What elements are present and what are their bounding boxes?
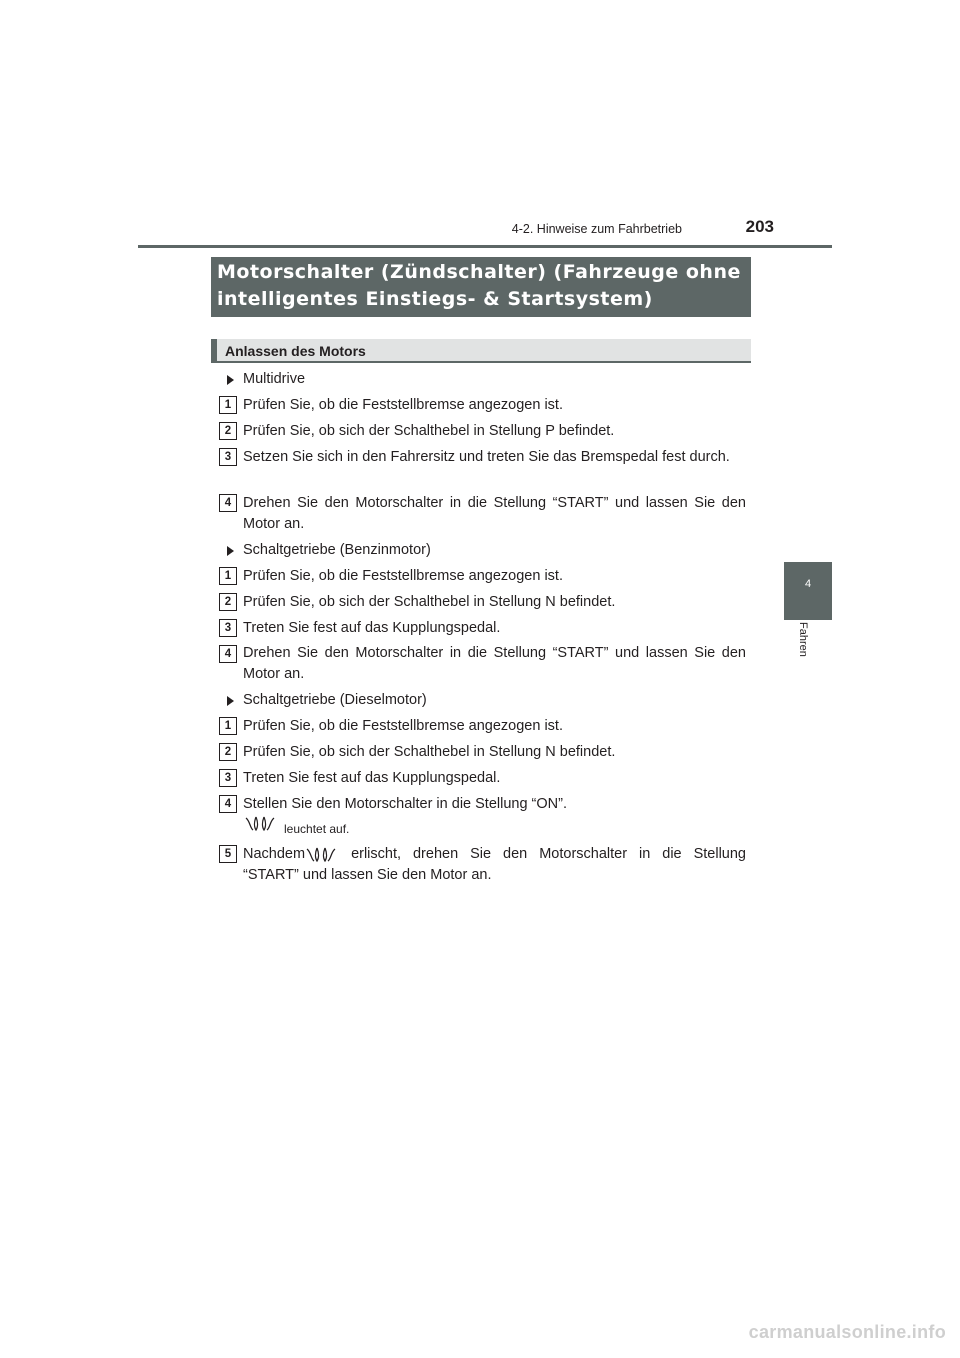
step-text	[243, 844, 746, 886]
step-text-line2: “START” und lassen Sie den Motor an.	[243, 867, 492, 883]
step-number: 1	[219, 717, 237, 735]
step-text: Drehen Sie den Motorschalter in die Stellung “START” und lassen Sie den Motor an.	[243, 645, 746, 682]
triangle-bullet-icon	[227, 546, 234, 556]
step-text: Prüfen Sie, ob sich der Schalthebel in Stellung N befindet.	[243, 594, 616, 610]
subheading-bar	[211, 339, 751, 363]
indicator-note: leuchtet auf.	[284, 822, 350, 836]
glow-plug-indicator-icon	[305, 846, 337, 864]
step-number: 4	[219, 795, 237, 813]
group-heading: Multidrive	[243, 371, 306, 387]
step-text: Setzen Sie sich in den Fahrersitz und treten Sie das Bremspedal fest durch.	[243, 449, 730, 465]
step-number: 3	[219, 769, 237, 787]
step-number: 1	[219, 396, 237, 414]
step-text: Treten Sie fest auf das Kupplungspedal.	[243, 620, 501, 636]
chapter-tab[interactable]	[784, 562, 832, 620]
step-text-before: Nachdem	[243, 846, 306, 862]
step-text: Prüfen Sie, ob die Feststellbremse angezogen ist.	[243, 568, 563, 584]
page-title: Motorschalter (Zündschalter) (Fahrzeuge ohne intelligentes Einstiegs- & Startsystem)	[217, 261, 741, 310]
section-title: 4-2. Hinweise zum Fahrbetrieb	[511, 222, 682, 236]
step-text: Drehen Sie den Motorschalter in die Stellung “START” und lassen Sie den Motor an.	[243, 495, 746, 532]
step-text: Treten Sie fest auf das Kupplungspedal.	[243, 770, 501, 786]
step-number: 3	[219, 619, 237, 637]
page-header	[138, 214, 832, 248]
header-rule	[138, 245, 832, 248]
subheading-accent	[211, 339, 217, 363]
glow-plug-indicator-icon	[244, 815, 276, 833]
watermark: carmanualsonline.info	[748, 1322, 946, 1342]
step-number: 4	[219, 645, 237, 663]
step-number: 2	[219, 593, 237, 611]
step-text: Prüfen Sie, ob sich der Schalthebel in Stellung N befindet.	[243, 744, 616, 760]
step-number: 2	[219, 422, 237, 440]
group-heading: Schaltgetriebe (Benzinmotor)	[243, 542, 431, 558]
triangle-bullet-icon	[227, 696, 234, 706]
step-text: Prüfen Sie, ob sich der Schalthebel in Stellung P befindet.	[243, 423, 615, 439]
step-number: 4	[219, 494, 237, 512]
page-number: 203	[745, 217, 774, 236]
step-text: Prüfen Sie, ob die Feststellbremse angezogen ist.	[243, 397, 563, 413]
step-text-after: erlischt, drehen Sie den Motorschalter in die Stellung	[351, 846, 746, 862]
step-text: Stellen Sie den Motorschalter in die Stellung “ON”.	[243, 796, 567, 812]
step-number: 5	[219, 845, 237, 863]
triangle-bullet-icon	[227, 375, 234, 385]
group-heading: Schaltgetriebe (Dieselmotor)	[243, 692, 427, 708]
subheading: Anlassen des Motors	[225, 343, 366, 359]
chapter-label: Fahren	[797, 622, 809, 657]
chapter-number: 4	[804, 578, 812, 590]
step-number: 2	[219, 743, 237, 761]
step-number: 3	[219, 448, 237, 466]
title-banner	[211, 257, 751, 317]
step-text: Prüfen Sie, ob die Feststellbremse angezogen ist.	[243, 718, 563, 734]
step-number: 1	[219, 567, 237, 585]
